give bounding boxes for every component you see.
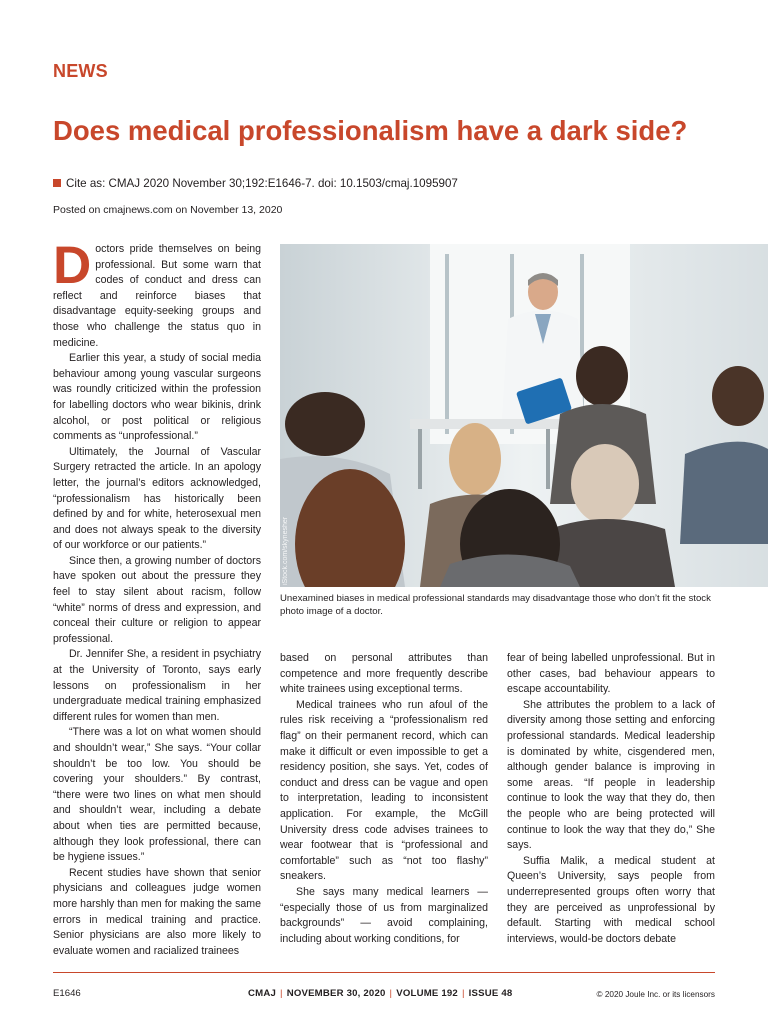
footer-divider	[53, 972, 715, 973]
lecture-photo	[280, 244, 768, 587]
paragraph: Earlier this year, a study of social media behaviour among young vascular surgeons was roundly criticized within the profession for labelling doctors who wear bikinis, drink alcohol, or post political or religious comments as “unprofessional.”	[53, 352, 261, 443]
article-title: Does medical professionalism have a dark side?	[53, 115, 688, 146]
lecture-photo-illustration	[280, 244, 768, 587]
paragraph: Dr. Jennifer She, a resident in psychiatry at the University of Toronto, says early lessons on professionalism in her undergraduate medical training emphasized different rules for women than men.	[53, 648, 261, 723]
separator: |	[279, 988, 283, 999]
article-column-3	[507, 651, 715, 947]
volume: VOLUME 192	[396, 988, 458, 999]
paragraph: She attributes the problem to a lack of diversity among those setting and enforcing professional standards. Medical leadership is dominated by white, cisgendered men, although gender balance is improving in some areas. “If people in leadership continue to look the way that they do, then the people who are being protected will continue to look the way that they do,” She says.	[507, 698, 715, 852]
article-column-1	[53, 236, 261, 959]
paragraph: Ultimately, the Journal of Vascular Surgery retracted the article. In an apology letter, the journal’s editors acknowledged, “professionalism has historically been defined by and for white, heterosexual men and does not always speak to the diversity of our workforce or our patients.”	[53, 445, 261, 552]
photo-caption: Unexamined biases in medical professional standards may disadvantage those who don’t fit the stock photo image of a doctor.	[280, 593, 711, 617]
paragraph: fear of being labelled unprofessional. But in other cases, bad behaviour appears to escape accountability.	[507, 652, 715, 696]
issue-date: NOVEMBER 30, 2020	[286, 988, 386, 999]
journal-issue-info	[248, 988, 512, 999]
page-number: E1646	[53, 988, 81, 999]
paragraph: based on personal attributes than competence and more frequently describe white trainees using exceptional terms.	[280, 652, 488, 696]
posted-date: Posted on cmajnews.com on November 13, 2020	[53, 204, 283, 216]
paragraph: Recent studies have shown that senior physicians and colleagues judge women more harshly than men for making the same errors in medical training and practice. Senior physicians are also more likely to evaluate women and racialized trainees	[53, 866, 261, 957]
drop-cap: D	[53, 236, 92, 295]
bullet-square-icon	[53, 179, 61, 187]
citation-text: Cite as: CMAJ 2020 November 30;192:E1646-7. doi: 10.1503/cmaj.1095907	[66, 177, 458, 190]
paragraph: She says many medical learners — “especially those of us from marginalized backgrounds” — avoid complaining, including about working conditions, for	[280, 885, 488, 945]
copyright: © 2020 Joule Inc. or its licensors	[596, 990, 715, 999]
journal-name: CMAJ	[248, 988, 276, 999]
paragraph-text: octors pride themselves on being professional. But some warn that codes of conduct and dress can reflect and reinforce biases that disadvantage equity-seeking groups and those who challenge the status quo in medicine.	[53, 243, 261, 349]
issue: ISSUE 48	[468, 988, 513, 999]
citation	[53, 177, 458, 190]
section-label: NEWS	[53, 61, 108, 81]
separator: |	[389, 988, 393, 999]
paragraph: Since then, a growing number of doctors have spoken out about the pressure they feel to stay silent about racism, follow “white” norms of dress and expression, and conceal their culture or religion to appear professional.	[53, 554, 261, 645]
paragraph: Suffia Malik, a medical student at Queen’s University, says people from underrepresented groups often worry that they are perceived as unprofessional by default. Starting with medical school interviews, would-be doctors debate	[507, 854, 715, 945]
photo-credit: iStock.com/skynesher	[282, 516, 289, 585]
separator: |	[461, 988, 465, 999]
paragraph	[53, 236, 261, 351]
paragraph: “There was a lot on what women should and shouldn’t wear,” She says. “Your collar shouldn’t be too low. You should be covering your shoulders.” By contrast, “there were two lines on what men should and shouldn’t wear, including a debate about when ties are permitted because, although they look professional, there can be hygiene issues.”	[53, 726, 261, 864]
paragraph: Medical trainees who run afoul of the rules risk receiving a “professionalism red flag” on their permanent record, which can make it difficult or even impossible to get a residency position, she says. Yet, codes of conduct and dress can be vague and open to interpretation, leading to inconsistent application. For example, the McGill University dress code advises trainees to wear footwear that is “professional and comfortable” such as “not too flashy” sneakers.	[280, 698, 488, 883]
article-column-2	[280, 651, 488, 947]
